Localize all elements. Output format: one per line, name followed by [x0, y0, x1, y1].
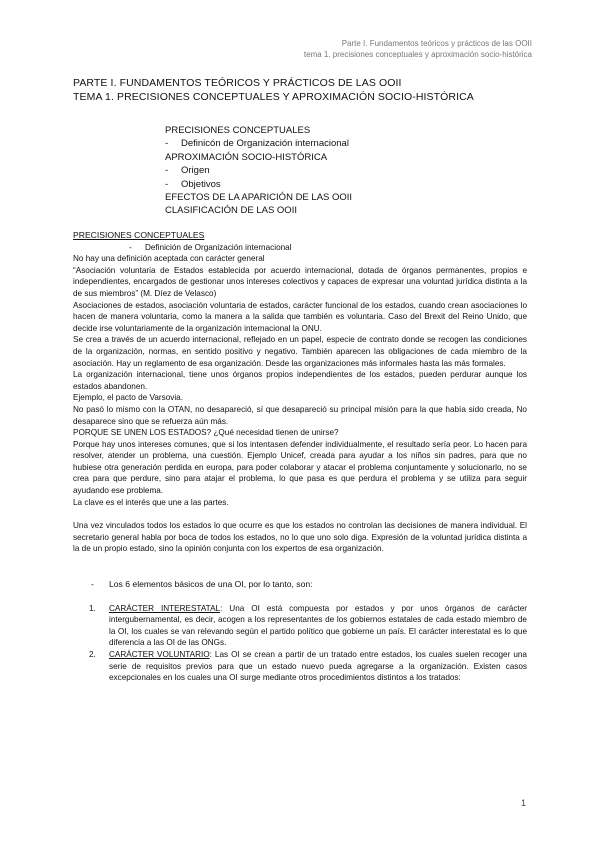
element-title: CARÁCTER VOLUNTARIO: [109, 650, 210, 659]
paragraph: “Asociación voluntaria de Estados establecida por acuerdo internacional, dotada de órganos permanentes, propios e independientes, encargados de gestionar unos intereses colectivos y capaces de expresar una voluntad jurídica distinta a la de sus miembros” (M. Díez de Velasco): [73, 265, 527, 298]
toc-subitem-origen: [165, 164, 352, 177]
toc-item-aproximacion: APROXIMACIÓN SOCIO-HISTÓRICA: [165, 151, 328, 163]
list-item: [73, 649, 527, 684]
toc-subitem-objetivos: [165, 178, 352, 191]
document-titles: [73, 76, 474, 104]
bullet-item: [73, 579, 527, 591]
paragraph: Se crea a través de un acuerdo internacional, reflejado en un papel, especie de contrato donde se recogen las condiciones de la organización, normas, en sentido positivo y negativo. También aparecen las obligaciones de cada miembro de la asociación. Hay un reglamento de esa organización. Desde las organizaciones más informales hasta las más formales.: [73, 335, 527, 368]
list-item: [73, 603, 527, 649]
topic-title: TEMA 1. PRECISIONES CONCEPTUALES Y APROXIMACIÓN SOCIO-HISTÓRICA: [73, 91, 474, 103]
element-title: CARÁCTER INTERESTATAL: [109, 603, 221, 613]
table-of-contents: [165, 124, 352, 218]
bullet-label: Los 6 elementos básicos de una OI, por lo tanto, son:: [109, 579, 313, 590]
part-title: PARTE I. FUNDAMENTOS TEÓRICOS Y PRÁCTICOS DE LAS OOII: [73, 77, 402, 89]
toc-dash: -: [165, 165, 169, 177]
toc-dash: -: [165, 138, 169, 150]
element-text: : Las OI se crean a partir de un tratado entre estados, los cuales suelen recoger una serie de requisitos previos para que un estado nuevo pueda agregarse a la organización. Existen casos excepcionales en los cuales una OI surge mediante otros procedimientos distintos a los tratados:: [109, 650, 527, 683]
section-title: PRECISIONES CONCEPTUALES: [73, 230, 205, 240]
paragraph: Asociaciones de estados, asociación voluntaria de estados, carácter funcional de los estados, cuando crean asociaciones lo hacen de manera voluntaria, como la manera a la salida que también es voluntaria. Caso del Brexit del Reino Unido, que decide irse voluntariamente de la organización internacional la ONU.: [73, 300, 527, 333]
page-number: 1: [520, 798, 526, 808]
subtitle-label: Definición de Organización internacional: [145, 242, 292, 252]
toc-dash: -: [165, 178, 169, 190]
paragraph: La organización internacional, tiene unos órganos propios independientes de los estados, pueden perdurar aunque los estados abandonen.: [73, 370, 527, 391]
section-subtitle: [73, 242, 527, 254]
list-number: 2.: [89, 650, 96, 659]
paragraph: Ejemplo, el pacto de Varsovia.: [73, 393, 183, 403]
toc-subitem-label: Objetivos: [181, 178, 221, 190]
running-header: [304, 38, 532, 60]
running-header-line-1: Parte I. Fundamentos teóricos y prácticos de las OOII: [341, 39, 532, 48]
paragraph: No pasó lo mismo con la OTAN, no desapareció, sí que desapareció su principal misión para la que había sido creada, No desaparece sino que se refuerza aún más.: [73, 404, 527, 426]
toc-subitem-definicion: [165, 137, 352, 150]
paragraph: La clave es el interés que une a las partes.: [73, 497, 229, 507]
paragraph: Una vez vinculados todos los estados lo que ocurre es que los estados no controlan las decisiones de manera individual. El secretario general habla por boca de todos los estados, no lo que uno solo diga. Expresión de la voluntad jurídica distinta a la de un propio estado, sino la opinión conjunta con los expertos de esa organización.: [73, 521, 527, 554]
toc-item-efectos: EFECTOS DE LA APARICIÓN DE LAS OOII: [165, 192, 353, 204]
element-text: : Una OI está compuesta por estados y por unos órganos de carácter intergubernamental, es decir, acogen a los representantes de los gobiernos estatales de cada estado miembro de la OI, los cuales se van relevando según el partido político que gobierne un país. El carácter interestatal es lo que diferencia a las OI de las ONGs.: [109, 603, 527, 648]
paragraph: Porque hay unos intereses comunes, que si los intentasen defender individualmente, el resultado sería peor. Lo hacen para resolver, atender un problema, una cuestión. Ejemplo Unicef, creada para ayudar a los niños sin padres, para que no hubiese otra generación perdida en europa, para poder colaborar y atacar el problema conjuntamente y solucionarlo, no se crea para que perdure, sino para atajar el problema, lo que pasa es que perdura el problema y se utiliza para seguir ayudando ese problema.: [73, 439, 527, 496]
running-header-line-2: tema 1. precisiones conceptuales y aproximación socio-histórica: [303, 50, 532, 59]
document-body: [73, 230, 527, 684]
toc-subitem-label: Definicón de Organización internacional: [181, 138, 349, 150]
subtitle-dash: -: [129, 242, 132, 252]
toc-item-clasificacion: CLASIFICACIÓN DE LAS OOII: [165, 205, 297, 217]
list-number: 1.: [89, 603, 96, 613]
bullet-dash: -: [91, 579, 94, 590]
paragraph: PORQUE SE UNEN LOS ESTADOS? ¿Qué necesidad tienen de unirse?: [73, 428, 339, 438]
elements-list: [73, 603, 527, 684]
toc-subitem-label: Origen: [181, 165, 210, 177]
paragraph: No hay una definición aceptada con carácter general: [73, 254, 265, 264]
toc-item-precisiones: PRECISIONES CONCEPTUALES: [165, 125, 311, 136]
